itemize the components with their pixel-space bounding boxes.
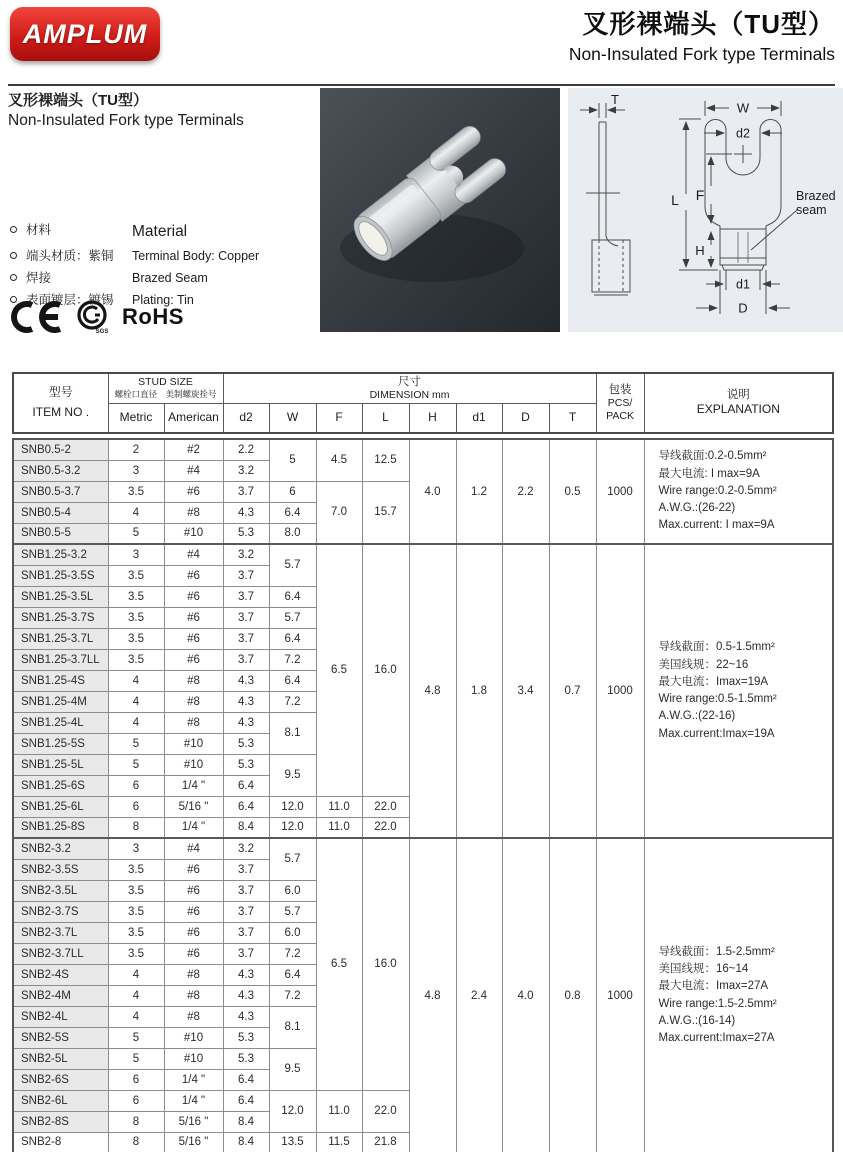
item-cell: SNB1.25-4S <box>13 670 108 691</box>
data-cell: 4 <box>108 670 164 691</box>
bullet-icon <box>10 226 17 233</box>
data-cell: #8 <box>164 670 223 691</box>
data-cell: 4.3 <box>223 502 269 523</box>
data-cell: 5.3 <box>223 523 269 544</box>
data-cell: 8.4 <box>223 1132 269 1152</box>
material-label-en: Terminal Body: Copper <box>132 248 260 263</box>
material-item <box>10 248 259 265</box>
data-cell: 4.3 <box>223 712 269 733</box>
data-cell: #8 <box>164 964 223 985</box>
data-cell: 3.5 <box>108 628 164 649</box>
doc-title-en: Non-Insulated Fork type Terminals <box>568 44 835 64</box>
data-cell: 8 <box>108 1132 164 1152</box>
data-cell: 7.2 <box>269 943 316 964</box>
data-cell: 5.7 <box>269 901 316 922</box>
data-cell: 2 <box>108 439 164 460</box>
item-cell: SNB2-3.2 <box>13 838 108 859</box>
item-cell: SNB2-8 <box>13 1132 108 1152</box>
data-cell: #6 <box>164 859 223 880</box>
spec-table-header <box>12 372 834 434</box>
item-cell: SNB2-5L <box>13 1048 108 1069</box>
data-cell: 3.5 <box>108 901 164 922</box>
data-cell: 3.5 <box>108 859 164 880</box>
svg-text:d1: d1 <box>736 277 750 292</box>
data-cell: 5/16 " <box>164 1132 223 1152</box>
item-cell: SNB2-3.7S <box>13 901 108 922</box>
item-cell: SNB0.5-3.7 <box>13 481 108 502</box>
data-cell: #6 <box>164 901 223 922</box>
data-cell: #6 <box>164 649 223 670</box>
explanation-line: Wire range:0.5-1.5mm² <box>658 693 777 705</box>
data-cell: 6.4 <box>223 796 269 817</box>
explanation-line: 最大电流：Imax=19A <box>658 675 769 688</box>
data-cell: 3.5 <box>108 922 164 943</box>
data-cell: 1.2 <box>456 439 502 544</box>
svg-text:D: D <box>738 300 748 316</box>
data-cell: 3.7 <box>223 586 269 607</box>
item-cell: SNB2-3.5S <box>13 859 108 880</box>
data-cell: 12.0 <box>269 1090 316 1132</box>
ce-mark-icon <box>8 300 66 334</box>
data-cell: 4 <box>108 502 164 523</box>
brand-name: AMPLUM <box>22 18 148 49</box>
item-cell: SNB1.25-5S <box>13 733 108 754</box>
data-cell: 3.7 <box>223 880 269 901</box>
data-cell: #10 <box>164 523 223 544</box>
explanation-line: 最大电流：Imax=27A <box>658 980 769 993</box>
data-cell: 4.3 <box>223 985 269 1006</box>
data-cell: 2.4 <box>456 838 502 1152</box>
data-cell: 3.7 <box>223 628 269 649</box>
col-header-l: L <box>362 403 409 433</box>
data-cell: #4 <box>164 460 223 481</box>
col-header-f: F <box>316 403 362 433</box>
data-cell: 5.3 <box>223 733 269 754</box>
data-cell: 4 <box>108 712 164 733</box>
explanation-cell <box>644 544 833 838</box>
data-cell: 3.7 <box>223 922 269 943</box>
material-label-cn: 表面镀层：镀锡 <box>26 292 114 307</box>
data-cell: 3.2 <box>223 460 269 481</box>
data-cell: #6 <box>164 607 223 628</box>
explanation-line: A.W.G.:(16-14) <box>658 1014 736 1027</box>
item-cell: SNB0.5-5 <box>13 523 108 544</box>
data-cell: #6 <box>164 565 223 586</box>
explanation-line: Wire range:0.2-0.5mm² <box>658 484 777 497</box>
rohs-label: RoHS <box>122 304 184 329</box>
data-cell: 4 <box>108 985 164 1006</box>
data-cell: #4 <box>164 838 223 859</box>
svg-text:Brazed: Brazed <box>796 189 836 203</box>
data-cell: 2.2 <box>223 439 269 460</box>
data-cell: 8.4 <box>223 1111 269 1132</box>
data-cell: 3.5 <box>108 565 164 586</box>
data-cell: 6.4 <box>223 1069 269 1090</box>
explanation-line: 最大电流: I max=9A <box>658 467 760 480</box>
data-cell: 6 <box>108 1069 164 1090</box>
col-header-t: T <box>549 403 596 433</box>
svg-text:F: F <box>695 187 705 203</box>
data-cell: 9.5 <box>269 1048 316 1090</box>
product-photo <box>320 88 560 332</box>
data-cell: 3.5 <box>108 586 164 607</box>
data-cell: 6.4 <box>269 670 316 691</box>
data-cell: 5/16 " <box>164 796 223 817</box>
data-cell: 3.7 <box>223 943 269 964</box>
data-cell: 6.0 <box>269 922 316 943</box>
explanation-line: A.W.G.:(26-22) <box>658 502 736 515</box>
data-cell: 22.0 <box>362 796 409 817</box>
data-cell: 3.7 <box>223 607 269 628</box>
col-header-metric: Metric <box>108 403 164 433</box>
item-cell: SNB2-4L <box>13 1006 108 1027</box>
item-cell: SNB2-5S <box>13 1027 108 1048</box>
explanation-line: 美国线规：22~16 <box>658 658 749 671</box>
material-label-en: Brazed Seam <box>132 270 208 285</box>
amplum-logo <box>10 7 160 61</box>
item-cell: SNB1.25-3.7S <box>13 607 108 628</box>
spec-table-body <box>12 438 834 1152</box>
data-cell: 13.5 <box>269 1132 316 1152</box>
data-cell: 6.4 <box>269 964 316 985</box>
data-cell: 8.1 <box>269 712 316 754</box>
svg-text:T: T <box>611 92 619 107</box>
explanation-line: Max.current:Imax=27A <box>658 1032 775 1044</box>
data-cell: 12.5 <box>362 439 409 481</box>
data-cell: 4.5 <box>316 439 362 481</box>
data-cell: 6.0 <box>269 880 316 901</box>
explanation-line: 美国线规：16~14 <box>658 963 749 975</box>
data-cell: #10 <box>164 1027 223 1048</box>
data-cell: 1/4 " <box>164 1090 223 1111</box>
item-cell: SNB2-6S <box>13 1069 108 1090</box>
col-header-d-big: D <box>502 403 549 433</box>
svg-text:H: H <box>695 243 705 258</box>
item-cell: SNB0.5-2 <box>13 439 108 460</box>
data-cell: 22.0 <box>362 817 409 838</box>
data-cell: 6.5 <box>316 838 362 1090</box>
col-header-american: American <box>164 403 223 433</box>
data-cell: 21.8 <box>362 1132 409 1152</box>
explanation-line: 导线截面：0.5-1.5mm² <box>658 641 775 654</box>
data-cell: #8 <box>164 1006 223 1027</box>
data-cell: 3.7 <box>223 901 269 922</box>
data-cell: 6 <box>108 796 164 817</box>
data-cell: 22.0 <box>362 1090 409 1132</box>
col-header-explanation: 说明 EXPLANATION <box>644 373 833 433</box>
item-cell: SNB2-4M <box>13 985 108 1006</box>
col-header-stud-size: STUD SIZE 螺栓口直径 美制螺旋拴号 <box>108 373 223 403</box>
data-cell: 6 <box>108 775 164 796</box>
data-cell: 4 <box>108 691 164 712</box>
data-cell: 16.0 <box>362 544 409 796</box>
data-cell: 3.7 <box>223 565 269 586</box>
item-cell: SNB1.25-3.7LL <box>13 649 108 670</box>
col-header-item: 型号 ITEM NO . <box>13 373 108 433</box>
data-cell: #2 <box>164 439 223 460</box>
svg-text:W: W <box>736 100 750 116</box>
data-cell: 1/4 " <box>164 817 223 838</box>
data-cell: 3 <box>108 460 164 481</box>
spec-table <box>12 372 832 1152</box>
explanation-line: Max.current: I max=9A <box>658 519 775 532</box>
data-cell: 1000 <box>596 439 644 544</box>
data-cell: 5.7 <box>269 544 316 586</box>
data-cell: 8 <box>108 817 164 838</box>
header-divider <box>8 84 835 86</box>
data-cell: 8.4 <box>223 817 269 838</box>
data-cell: 7.2 <box>269 649 316 670</box>
bullet-icon <box>10 252 17 259</box>
data-cell: #8 <box>164 712 223 733</box>
material-label-en: Material <box>132 223 188 240</box>
data-cell: #6 <box>164 628 223 649</box>
data-cell: 5.3 <box>223 754 269 775</box>
data-cell: 0.7 <box>549 544 596 838</box>
data-cell: #6 <box>164 943 223 964</box>
item-cell: SNB1.25-4M <box>13 691 108 712</box>
doc-titles <box>569 4 835 65</box>
data-cell: 1.8 <box>456 544 502 838</box>
data-cell: 7.2 <box>269 985 316 1006</box>
dimension-diagram <box>568 88 843 332</box>
material-label-cn: 材料 <box>26 223 52 237</box>
data-cell: 5 <box>108 1048 164 1069</box>
data-cell: 6 <box>269 481 316 502</box>
explanation-line: 导线截面：1.5-2.5mm² <box>658 945 775 958</box>
data-cell: 3.5 <box>108 943 164 964</box>
item-cell: SNB1.25-4L <box>13 712 108 733</box>
explanation-line: 导线截面:0.2-0.5mm² <box>658 450 767 463</box>
data-cell: 5 <box>108 733 164 754</box>
data-cell: 4.0 <box>502 838 549 1152</box>
data-cell: 1/4 " <box>164 775 223 796</box>
col-header-h: H <box>409 403 456 433</box>
data-cell: 4.8 <box>409 544 456 838</box>
data-cell: 3 <box>108 838 164 859</box>
data-cell: 4.3 <box>223 670 269 691</box>
data-cell: 6.4 <box>223 1090 269 1111</box>
svg-text:d2: d2 <box>736 126 750 141</box>
data-cell: 7.0 <box>316 481 362 544</box>
col-header-d2: d2 <box>223 403 269 433</box>
intro-title-en: Non-Insulated Fork type Terminals <box>8 112 244 129</box>
item-cell: SNB0.5-4 <box>13 502 108 523</box>
data-cell: 12.0 <box>269 796 316 817</box>
bullet-icon <box>10 274 17 281</box>
data-cell: 1000 <box>596 544 644 838</box>
data-cell: 0.5 <box>549 439 596 544</box>
data-cell: 3.4 <box>502 544 549 838</box>
data-cell: 3.5 <box>108 481 164 502</box>
material-item <box>10 222 259 243</box>
item-cell: SNB2-8S <box>13 1111 108 1132</box>
doc-title-cn: 叉形裸端头（TU型） <box>582 9 835 39</box>
item-cell: SNB2-3.7L <box>13 922 108 943</box>
data-cell: 0.8 <box>549 838 596 1152</box>
svg-text:seam: seam <box>796 203 827 217</box>
explanation-cell <box>644 439 833 544</box>
data-cell: 3.7 <box>223 649 269 670</box>
data-cell: 11.0 <box>316 1090 362 1132</box>
data-cell: 7.2 <box>269 691 316 712</box>
data-cell: 11.5 <box>316 1132 362 1152</box>
item-cell: SNB1.25-5L <box>13 754 108 775</box>
data-cell: 5.7 <box>269 838 316 880</box>
item-cell: SNB1.25-6S <box>13 775 108 796</box>
data-cell: 5.3 <box>223 1027 269 1048</box>
data-cell: 11.0 <box>316 817 362 838</box>
item-cell: SNB2-3.7LL <box>13 943 108 964</box>
sgs-badge-icon <box>75 299 113 335</box>
material-label-cn: 端头材质：紫铜 <box>26 248 114 263</box>
data-cell: 4.0 <box>409 439 456 544</box>
data-cell: 3 <box>108 544 164 565</box>
explanation-line: A.W.G.:(22-16) <box>658 710 736 723</box>
item-cell: SNB1.25-6L <box>13 796 108 817</box>
table-row <box>13 838 833 859</box>
explanation-line: Max.current:Imax=19A <box>658 727 775 740</box>
data-cell: 6.4 <box>269 628 316 649</box>
data-cell: 3.7 <box>223 481 269 502</box>
table-row <box>13 439 833 460</box>
item-cell: SNB1.25-3.5L <box>13 586 108 607</box>
data-cell: 12.0 <box>269 817 316 838</box>
svg-text:L: L <box>671 192 679 208</box>
data-cell: #4 <box>164 544 223 565</box>
data-cell: 8.0 <box>269 523 316 544</box>
material-label-cn: 焊接 <box>26 270 52 285</box>
data-cell: #10 <box>164 754 223 775</box>
data-cell: 5.7 <box>269 607 316 628</box>
item-cell: SNB2-4S <box>13 964 108 985</box>
data-cell: 4.8 <box>409 838 456 1152</box>
data-cell: 11.0 <box>316 796 362 817</box>
data-cell: 5/16 " <box>164 1111 223 1132</box>
data-cell: 4.3 <box>223 1006 269 1027</box>
data-cell: #8 <box>164 502 223 523</box>
data-cell: 6 <box>108 1090 164 1111</box>
data-cell: #6 <box>164 880 223 901</box>
item-cell: SNB1.25-3.2 <box>13 544 108 565</box>
data-cell: 5 <box>108 754 164 775</box>
material-label-en: Plating: Tin <box>132 292 194 307</box>
data-cell: 3.7 <box>223 859 269 880</box>
item-cell: SNB1.25-8S <box>13 817 108 838</box>
data-cell: 6.5 <box>316 544 362 796</box>
data-cell: 6.4 <box>269 586 316 607</box>
data-cell: 5.3 <box>223 1048 269 1069</box>
data-cell: 5 <box>108 1027 164 1048</box>
material-item <box>10 270 259 287</box>
data-cell: 4 <box>108 964 164 985</box>
data-cell: 6.4 <box>269 502 316 523</box>
data-cell: 5 <box>108 523 164 544</box>
data-cell: 4.3 <box>223 964 269 985</box>
explanation-cell <box>644 838 833 1152</box>
data-cell: 2.2 <box>502 439 549 544</box>
data-cell: 4 <box>108 1006 164 1027</box>
data-cell: #8 <box>164 985 223 1006</box>
data-cell: 8.1 <box>269 1006 316 1048</box>
section-intro <box>8 92 244 131</box>
data-cell: 3.5 <box>108 880 164 901</box>
data-cell: 8 <box>108 1111 164 1132</box>
data-cell: 16.0 <box>362 838 409 1090</box>
data-cell: 1000 <box>596 838 644 1152</box>
data-cell: 6.4 <box>223 775 269 796</box>
data-cell: #10 <box>164 733 223 754</box>
data-cell: #8 <box>164 691 223 712</box>
col-header-dimension: 尺寸 DIMENSION mm <box>223 373 596 403</box>
item-cell: SNB2-3.5L <box>13 880 108 901</box>
item-cell: SNB2-6L <box>13 1090 108 1111</box>
intro-title-cn: 叉形裸端头（TU型） <box>8 92 148 109</box>
item-cell: SNB1.25-3.7L <box>13 628 108 649</box>
col-header-w: W <box>269 403 316 433</box>
data-cell: 4.3 <box>223 691 269 712</box>
data-cell: #10 <box>164 1048 223 1069</box>
cert-row <box>8 299 184 335</box>
data-cell: #6 <box>164 481 223 502</box>
data-cell: 3.2 <box>223 544 269 565</box>
svg-text:SGS: SGS <box>95 329 109 335</box>
data-cell: 3.5 <box>108 607 164 628</box>
col-header-pack: 包装 PCS/ PACK <box>596 373 644 433</box>
data-cell: 15.7 <box>362 481 409 544</box>
data-cell: 5 <box>269 439 316 481</box>
data-cell: #6 <box>164 922 223 943</box>
table-row <box>13 544 833 565</box>
item-cell: SNB0.5-3.2 <box>13 460 108 481</box>
col-header-d1: d1 <box>456 403 502 433</box>
data-cell: 3.2 <box>223 838 269 859</box>
data-cell: #6 <box>164 586 223 607</box>
item-cell: SNB1.25-3.5S <box>13 565 108 586</box>
data-cell: 9.5 <box>269 754 316 796</box>
data-cell: 3.5 <box>108 649 164 670</box>
explanation-line: Wire range:1.5-2.5mm² <box>658 997 777 1010</box>
data-cell: 1/4 " <box>164 1069 223 1090</box>
